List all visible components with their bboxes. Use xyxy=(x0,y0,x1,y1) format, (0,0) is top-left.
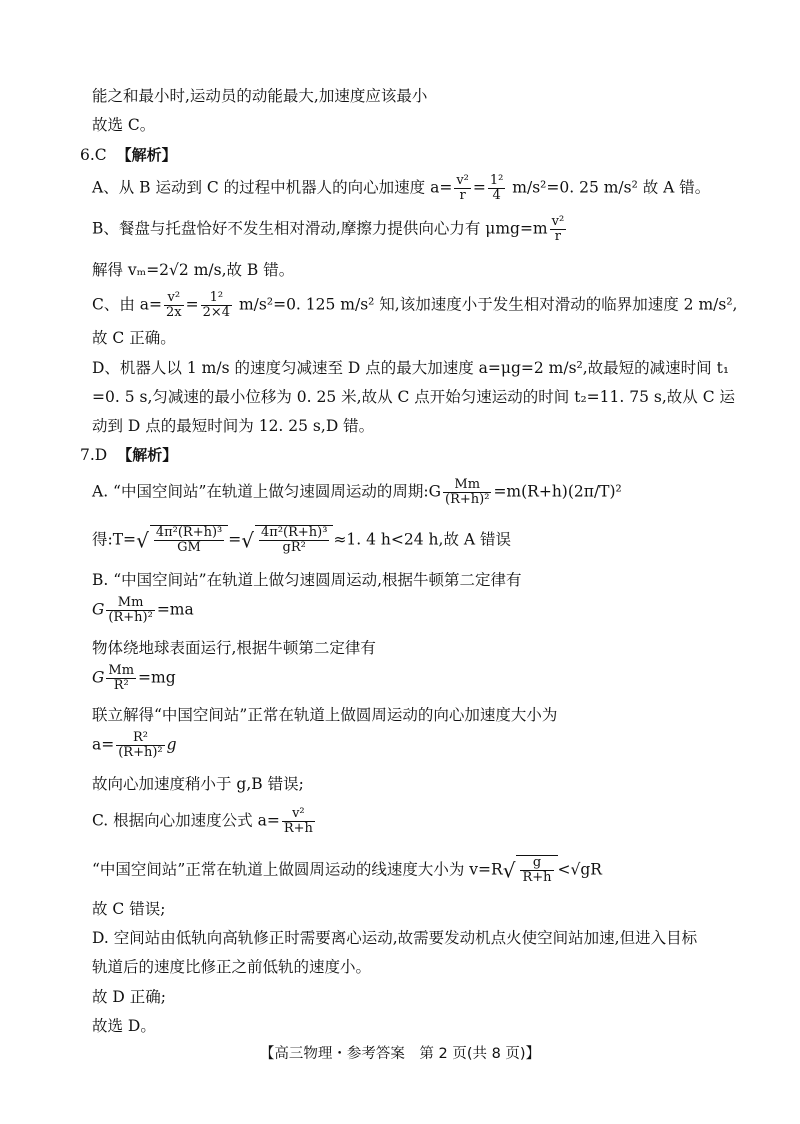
fraction xyxy=(164,291,184,320)
answer-6a: A、从 B 运动到 C 的过程中机器人的向心加速度 a= $\frac{\text{v²}}{r}$ = $\frac{\text{1²}}{4}$ m/s²=0. 25 m/s² 故 A 错。 xyxy=(92,173,711,203)
text-line: =0. 5 s,匀减速的最小位移为 0. 25 米,故从 C 点开始匀速运动的时间 t₂=11. 75 s,故从 C 运 xyxy=(92,388,735,406)
question-7-header xyxy=(80,443,177,467)
text-segment: =mg xyxy=(138,668,176,687)
text-segment: ≈1. 4 h<24 h,故 A 错误 xyxy=(333,530,512,549)
text-segment: A、从 B 运动到 C 的过程中机器人的向心加速度 a= xyxy=(92,178,453,197)
equation-line xyxy=(92,596,194,625)
numerator: v² xyxy=(551,214,565,229)
symbol: G xyxy=(92,600,105,619)
radicand xyxy=(255,525,333,555)
numerator: 1² xyxy=(201,291,232,306)
question-number: 7.D xyxy=(80,446,108,464)
question-6-header xyxy=(80,143,177,167)
text-line: 轨道后的速度比修正之前低轨的速度小。 xyxy=(92,958,372,976)
fraction xyxy=(520,856,553,885)
numerator: v² xyxy=(164,291,184,306)
text-line: 物体绕地球表面运行,根据牛顿第二定律有 xyxy=(92,639,376,657)
answer-7c-speed xyxy=(92,855,602,885)
text-line: 故向心加速度稍小于 g,B 错误; xyxy=(92,775,304,793)
analysis-tag: 【解析】 xyxy=(117,446,178,464)
denominator: r xyxy=(459,188,466,203)
numerator: v² xyxy=(282,807,315,822)
text-segment: 得:T= xyxy=(92,530,137,549)
radicand xyxy=(516,855,557,885)
fraction xyxy=(443,478,491,507)
text-segment: m/s²=0. 125 m/s² 知,该加速度小于发生相对滑动的临界加速度 2 m/s², xyxy=(234,295,738,314)
text-line: D、机器人以 1 m/s 的速度匀减速至 D 点的最大加速度 a=μg=2 m/s²,故最短的减速时间 t₁ xyxy=(92,359,730,377)
fraction xyxy=(201,291,232,320)
fraction xyxy=(154,526,224,555)
denominator: R² xyxy=(113,678,129,693)
fraction xyxy=(106,596,154,625)
denominator: 2x xyxy=(166,305,182,320)
text-segment: C. 根据向心加速度公式 a= xyxy=(92,811,280,830)
fraction xyxy=(259,526,329,555)
numerator: v² xyxy=(456,173,469,188)
denominator: (R+h)² xyxy=(108,610,153,625)
numerator: Mm xyxy=(108,663,135,678)
equation-line xyxy=(92,664,176,693)
radicand xyxy=(150,525,228,555)
text-line: D. 空间站由低轨向高轨修正时需要离心运动,故需要发动机点火使空间站加速,但进入目标 xyxy=(92,929,698,947)
text-line: 故 C 错误; xyxy=(92,900,166,918)
fraction xyxy=(550,215,567,244)
text-segment: =m(R+h)(2π/T)² xyxy=(493,482,622,501)
denominator: GM xyxy=(177,540,201,555)
denominator: R+h xyxy=(522,870,552,885)
page-footer: 【高三物理・参考答案 第 2 页(共 8 页)】 xyxy=(259,1046,541,1062)
fraction xyxy=(488,174,505,203)
text-line: 故 D 正确; xyxy=(92,988,167,1006)
fraction xyxy=(282,807,315,836)
sqrt-icon: √ xyxy=(136,528,149,553)
numerator: R² xyxy=(116,731,164,746)
numerator: 1² xyxy=(489,173,504,188)
numerator: 4π²(R+h)³ xyxy=(261,525,328,540)
text-line: 能之和最小时,运动员的动能最大,加速度应该最小 xyxy=(92,87,428,105)
denominator: R+h xyxy=(283,821,313,836)
text-segment: a= xyxy=(92,735,115,754)
answer-7a-result: 得:T=√ $\frac{\text{4π²(R+h)³}}{GM}$ =√ $\frac{\text{4π²(R+h)³}}{\text{gR²}}$ ≈1. 4 h<24 h,故 A 错误 xyxy=(92,525,512,555)
symbol: g xyxy=(166,735,177,754)
question-number: 6.C xyxy=(80,146,107,164)
numerator: g xyxy=(520,856,553,871)
symbol: G xyxy=(92,668,105,687)
text-segment: A. “中国空间站”在轨道上做匀速圆周运动的周期:G xyxy=(92,482,442,501)
text-segment: <√gR xyxy=(557,860,602,879)
numerator: 4π²(R+h)³ xyxy=(155,525,223,540)
answer-7c xyxy=(92,807,317,836)
sqrt-icon: √ xyxy=(502,858,516,883)
equation-line xyxy=(92,731,177,760)
text-line: 动到 D 点的最短时间为 12. 25 s,D 错。 xyxy=(92,417,375,435)
text-line: 故选 C。 xyxy=(92,116,156,134)
fraction xyxy=(454,174,471,203)
text-line: 故 C 正确。 xyxy=(92,329,176,347)
fraction xyxy=(116,731,164,760)
text-line: B. “中国空间站”在轨道上做匀速圆周运动,根据牛顿第二定律有 xyxy=(92,571,522,589)
text-segment: C、由 a= xyxy=(92,295,163,314)
numerator: Mm xyxy=(443,478,491,493)
answer-6c: C、由 a= $\frac{\text{v²}}{2x}$ = $\frac{\text{1²}}{2\times 4}$ m/s²=0. 125 m/s² 知,该加速度小于发生相对滑动的临界加速度 2 m/s², xyxy=(92,290,738,320)
answer-7a xyxy=(92,478,622,507)
denominator: (R+h)² xyxy=(445,492,490,507)
text-segment: =ma xyxy=(156,600,194,619)
denominator: 2×4 xyxy=(202,305,231,320)
denominator: (R+h)² xyxy=(118,745,163,760)
numerator: Mm xyxy=(106,596,154,611)
text-line: 故选 D。 xyxy=(92,1017,156,1035)
analysis-tag: 【解析】 xyxy=(116,146,177,164)
sqrt-icon: √ xyxy=(241,528,254,553)
fraction xyxy=(106,664,136,693)
answer-6b-result: 解得 vₘ=2√2 m/s,故 B 错。 xyxy=(92,261,295,279)
text-segment: B、餐盘与托盘恰好不发生相对滑动,摩擦力提供向心力有 μmg=m xyxy=(92,219,548,238)
denominator: r xyxy=(554,229,562,244)
text-segment: “中国空间站”正常在轨道上做圆周运动的线速度大小为 v=R xyxy=(92,860,503,879)
denominator: gR² xyxy=(282,540,306,555)
denominator: 4 xyxy=(492,188,501,203)
text-line: 联立解得“中国空间站”正常在轨道上做圆周运动的向心加速度大小为 xyxy=(92,706,558,724)
text-segment: m/s²=0. 25 m/s² 故 A 错。 xyxy=(507,178,711,197)
answer-6b xyxy=(92,215,568,244)
